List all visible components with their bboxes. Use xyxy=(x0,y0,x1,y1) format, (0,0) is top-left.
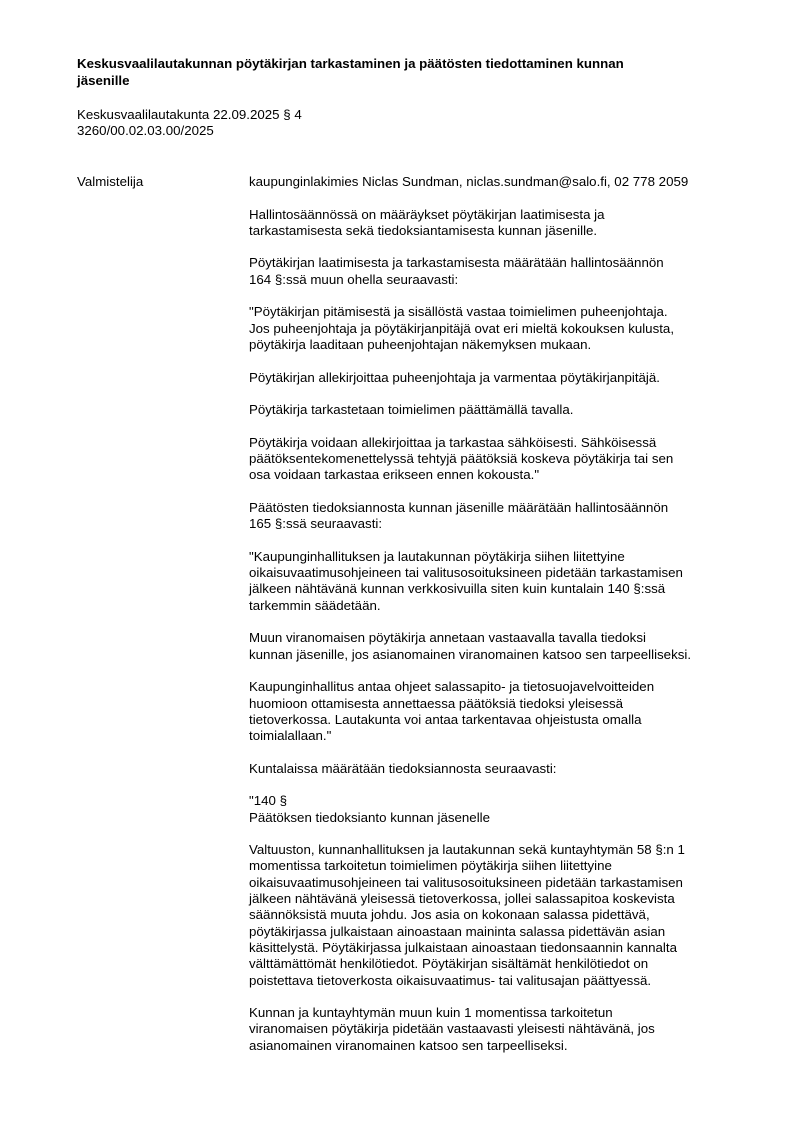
quote-paragraph: Valtuuston, kunnanhallituksen ja lautakunnan sekä kuntayhtymän 58 §:n 1 momentissa tarkoitetun toimielimen pöytäkirja siihen liitettyine oikaisuvaatimusohjeineen tai valitusosoituksineen pidetään tarkastamisen jälkeen nähtävänä yleisessä tietoverkossa, jollei salassapitoa koskevista säännöksistä muuta johdu. Jos asia on kokonaan salassa pidettävä, pöytäkirjassa julkaistaan ainoastaan maininta salassa pidettävän asian käsittelystä. Pöytäkirjassa julkaistaan ainoastaan tiedonsaannin kannalta välttämättömät henkilötiedot. Pöytäkirjan sisältämät henkilötiedot on poistettava tietoverkosta oikaisuvaatimus- tai valitusajan päättyessä. xyxy=(249,842,685,988)
document-title: Keskusvaalilautakunnan pöytäkirjan tarkastaminen ja päätösten tiedottaminen kunnan jäsenille xyxy=(77,56,624,88)
quote-paragraph: Pöytäkirja tarkastetaan toimielimen päättämällä tavalla. xyxy=(249,402,574,418)
paragraph: Päätösten tiedoksiannosta kunnan jäsenille määrätään hallintosäännön 165 §:ssä seuraavasti: xyxy=(249,499,669,532)
quote-paragraph: Pöytäkirjan allekirjoittaa puheenjohtaja ja varmentaa pöytäkirjanpitäjä. xyxy=(249,369,660,385)
meeting-info xyxy=(77,107,302,139)
paragraph: Pöytäkirjan laatimisesta ja tarkastamisesta määrätään hallintosäännön 164 §:ssä muun ohella seuraavasti: xyxy=(249,255,664,287)
record-id: 3260/00.02.03.00/2025 xyxy=(77,123,214,138)
section-heading: Päätöksen tiedoksianto kunnan jäsenelle xyxy=(249,809,490,825)
document-body xyxy=(249,174,749,1070)
quote-paragraph: Kunnan ja kuntayhtymän muun kuin 1 momentissa tarkoitetun viranomaisen pöytäkirja pidetään vastaavasti yleisesti nähtävänä, jos asianomainen viranomainen katsoo sen tarpeelliseksi. xyxy=(249,1005,655,1053)
quote-paragraph: "Kaupunginhallituksen ja lautakunnan pöytäkirja siihen liitettyine oikaisuvaatimusohjeineen tai valitusosoituksineen pidetään tarkastamisen jälkeen nähtävänä kunnan verkkosivuilla siten kuin kuntalain 140 §:ssä tarkemmin säädetään. xyxy=(249,548,683,613)
quote-paragraph: Muun viranomaisen pöytäkirja annetaan vastaavalla tavalla tiedoksi kunnan jäsenille, jos asianomainen viranomainen katsoo sen tarpeelliseksi. xyxy=(249,630,692,662)
preparer-info: kaupunginlakimies Niclas Sundman, niclas.sundman@salo.fi, 02 778 2059 xyxy=(249,174,689,189)
preparer-label: Valmistelija xyxy=(77,174,144,189)
quote-paragraph: "Pöytäkirjan pitämisestä ja sisällöstä vastaa toimielimen puheenjohtaja. Jos puheenjohtaja ja pöytäkirjanpitäjä ovat eri mieltä kokouksen kulusta, pöytäkirja laaditaan puheenjohtajan näkemyksen mukaan. xyxy=(249,304,675,352)
paragraph: Kuntalaissa määrätään tiedoksiannosta seuraavasti: xyxy=(249,760,557,776)
paragraph: Hallintosäännössä on määräykset pöytäkirjan laatimisesta ja tarkastamisesta sekä tiedoksiantamisesta kunnan jäsenille. xyxy=(249,206,605,238)
quote-paragraph: Kaupunginhallitus antaa ohjeet salassapito- ja tietosuojavelvoitteiden huomioon ottamisesta annettaessa päätöksiä tiedoksi yleisessä tietoverkossa. Lautakunta voi antaa tarkentavaa ohjeistusta omalla toimialallaan." xyxy=(249,679,655,744)
meeting-reference: Keskusvaalilautakunta 22.09.2025 § 4 xyxy=(77,107,302,122)
quote-paragraph: Pöytäkirja voidaan allekirjoittaa ja tarkastaa sähköisesti. Sähköisessä päätöksentekomenettelyssä tehtyjä päätöksiä koskeva pöytäkirja tai sen osa voidaan tarkastaa erikseen ennen kokousta." xyxy=(249,434,674,483)
section-number: "140 § xyxy=(249,793,287,809)
